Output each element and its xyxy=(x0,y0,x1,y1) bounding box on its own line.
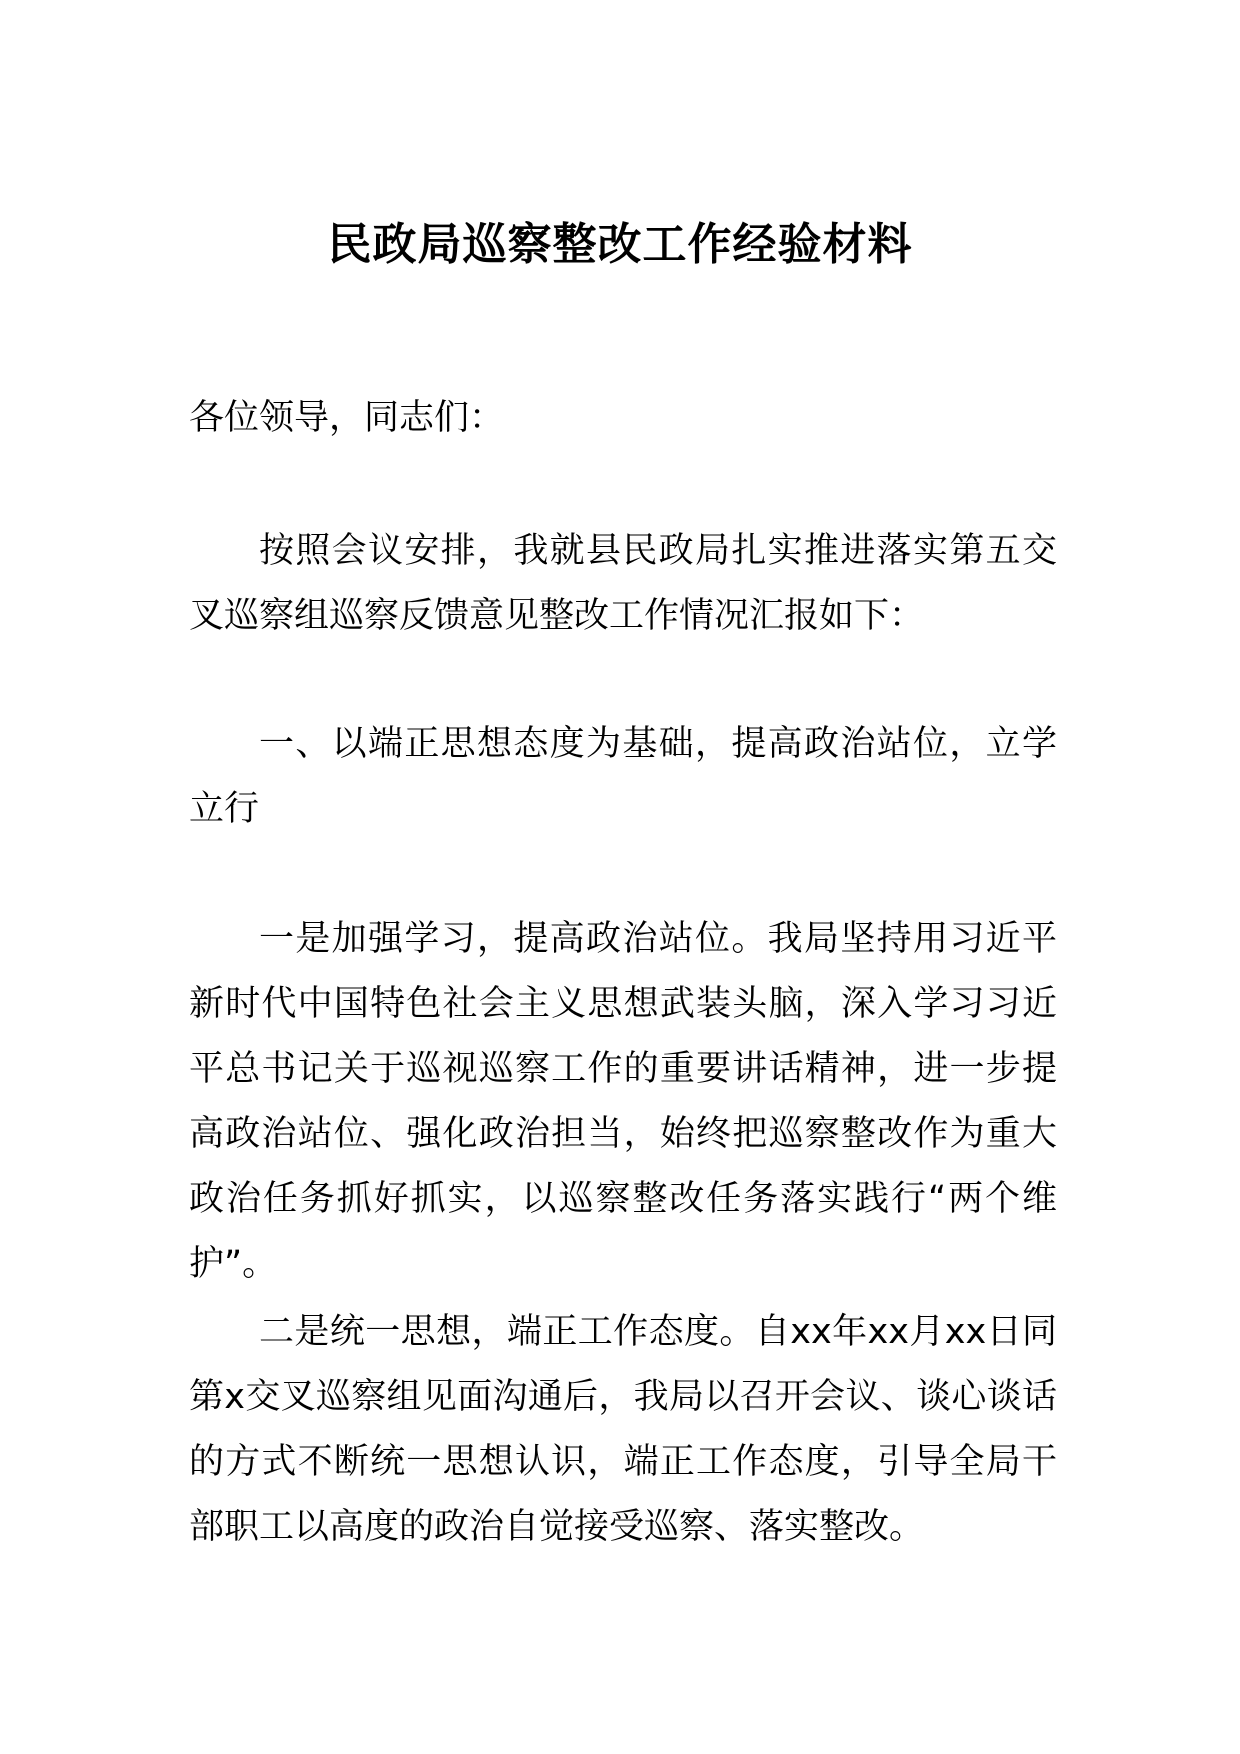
section-heading-1: 一、以端正思想态度为基础，提高政治站位，立学立行 xyxy=(189,724,1057,829)
paragraph-unify-thinking: 二是统一思想，端正工作态度。自xx年xx月xx日同第x交叉巡察组见面沟通后，我局以召开会议、谈心谈话的方式不断统一思想认识，端正工作态度，引导全局干部职工以高度的政治自觉接受巡察、落实整改。 xyxy=(189,1312,1057,1547)
paragraph-study: 一是加强学习，提高政治站位。我局坚持用习近平新时代中国特色社会主义思想武装头脑，深入学习习近平总书记关于巡视巡察工作的重要讲话精神，进一步提高政治站位、强化政治担当，始终把巡察整改作为重大政治任务抓好抓实，以巡察整改任务落实践行“两个维护”。 xyxy=(189,919,1057,1284)
salutation: 各位领导，同志们： xyxy=(189,398,505,438)
paragraph-intro: 按照会议安排，我就县民政局扎实推进落实第五交叉巡察组巡察反馈意见整改工作情况汇报如下： xyxy=(189,531,1057,636)
document-title: 民政局巡察整改工作经验材料 xyxy=(327,219,913,270)
